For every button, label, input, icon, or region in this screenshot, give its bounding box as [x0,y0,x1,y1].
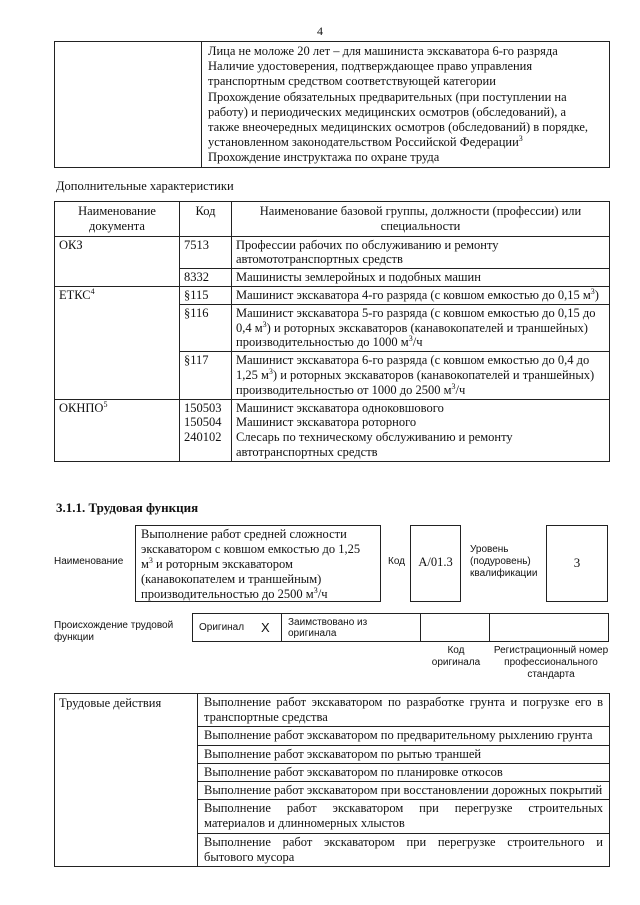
okz-name: Машинисты землеройных и подобных машин [232,269,610,287]
etks-label-cell [55,286,180,399]
labor-actions-table [54,693,610,867]
footnote-mark: 4 [90,286,95,296]
page-number: 4 [317,24,323,38]
function-name-label: Наименование [54,556,124,567]
labor-action: Выполнение работ экскаватором по планировке откосов [198,763,610,781]
original-label: Оригинал [193,614,256,642]
oknpo-label-cell [55,399,180,461]
labor-action: Выполнение работ экскаватором по рытью траншей [198,745,610,763]
oknpo-code: 240102 [184,430,222,445]
okz-label: ОКЗ [55,236,180,286]
labor-action: Выполнение работ экскаватором при восстановлении дорожных покрытий [198,782,610,800]
labor-actions-label: Трудовые действия [55,694,198,867]
etks-name: Машинист экскаватора 4-го разряда (с ковшом емкостью до 0,15 $м^3$) [232,286,610,304]
qualification-level: 3 [546,525,608,602]
oknpo-code: 150503 [184,400,222,415]
etks-code: §117 [180,352,232,399]
etks-code: §116 [180,304,232,351]
function-code-label: Код [388,556,406,567]
labor-action: Выполнение работ экскаватором по предварительному рыхлению грунта [198,727,610,745]
oknpo-names [232,399,610,461]
function-code: А/01.3 [410,525,461,602]
requirement-line: Лица не моложе 20 лет – для машиниста экскаватора 6-го разряда [208,44,558,58]
code-original-caption: Код оригинала [431,645,481,668]
requirement-line: установленном законодательством Российской Федерации [208,135,519,150]
requirements-cell [202,42,610,168]
oknpo-name: Слесарь по техническому обслуживанию и ремонту автотранспортных средств [236,430,513,459]
oknpo-label: ОКНПО [59,400,104,415]
okz-code: 7513 [180,236,232,269]
reg-number-cell [490,614,609,642]
oknpo-code: 150504 [184,415,222,430]
footnote-mark: 3 [518,134,523,144]
etks-code: §115 [180,286,232,304]
requirement-line: Прохождение обязательных предварительных (при поступлении на [208,89,567,104]
oknpo-codes [180,399,232,461]
requirement-line: Наличие удостоверения, подтверждающее право управления [208,59,533,74]
etks-label: ЕТКС [59,287,91,302]
code-original-cell [421,614,490,642]
function-name-box: Выполнение работ средней сложности экскаватором с ковшом емкостью до 1,25 $м^3$ и роторным экскаватором (канавокопателем и траншейным) производительностью до 2500 $м^3/ч$ [135,525,381,602]
section-title: 3.1.1. Трудовая функция [56,500,199,515]
requirement-line: транспортным средством соответствующей категории [208,74,496,89]
additional-characteristics-title: Дополнительные характеристики [56,179,234,193]
original-mark: X [255,614,282,642]
requirement-line: также внеочередных медицинских осмотров (обследований) в порядке, [208,120,589,135]
etks-name: Машинист экскаватора 6-го разряда (с ковшом емкостью до 0,4 до 1,25 $м^3$) и роторных экскаваторов (канавокопателей и траншейных) производительностью от 1000 до 2500 $м^3/ч$ [232,352,610,399]
requirement-line: работу) и периодических медицинских осмотров (обследований), а [208,104,567,119]
oknpo-name: Машинист экскаватора роторного [236,415,417,430]
header-code: Код [180,202,232,237]
footnote-mark: 5 [103,399,108,409]
labor-action: Выполнение работ экскаватором по разработке грунта и погрузке его в транспортные средства [198,694,610,727]
labor-action: Выполнение работ экскаватором при перегрузке строительного и бытового мусора [198,833,610,866]
requirement-line: Прохождение инструктажа по охране труда [208,150,440,165]
requirements-empty-cell [55,42,202,168]
labor-action: Выполнение работ экскаватором при перегрузке строительных материалов и длинномерных хлыстов [198,800,610,833]
characteristics-table [54,201,610,462]
reg-number-caption: Регистрационный номер профессионального стандарта [493,645,609,680]
header-document: Наименование документа [55,202,180,237]
qualification-level-label: Уровень (подуровень) квалификации [470,544,538,579]
header-name: Наименование базовой группы, должности (профессии) или специальности [232,202,610,237]
okz-name: Профессии рабочих по обслуживанию и ремонту автомототранспортных средств [232,236,610,269]
requirements-table [54,41,610,168]
origin-table [192,613,609,642]
borrowed-label: Заимствовано из оригинала [282,614,421,642]
oknpo-name: Машинист экскаватора одноковшового [236,400,444,415]
okz-code: 8332 [180,269,232,287]
etks-name: Машинист экскаватора 5-го разряда (с ковшом емкостью до 0,15 до 0,4 $м^3$) и роторных экскаваторов (канавокопателей и траншейных) производительностью до 1000 $м^3/ч$ [232,304,610,351]
function-origin-label: Происхождение трудовой функции [54,620,174,643]
